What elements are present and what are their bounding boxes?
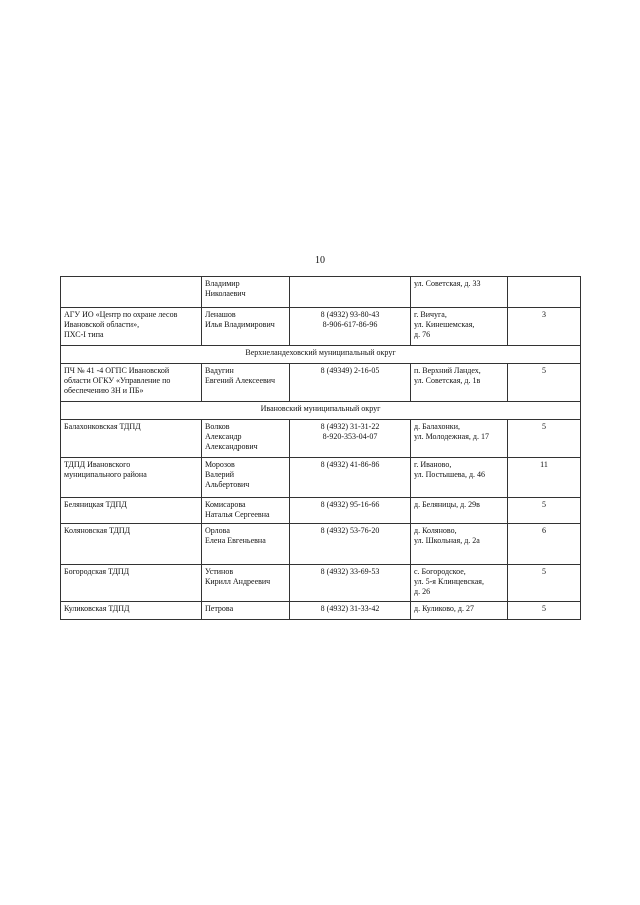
count-cell: 6 [508, 524, 581, 565]
count-cell: 11 [508, 458, 581, 498]
phone-cell [290, 420, 411, 458]
org-cell [61, 524, 202, 565]
address-cell [411, 602, 508, 620]
cell-line: ул. Школьная, д. 2а [414, 536, 480, 545]
count-cell [508, 277, 581, 308]
cell-line: Куликовская ТДПД [64, 604, 130, 613]
cell-line: области ОГКУ «Управление по [64, 376, 171, 385]
cell-line: п. Верхний Ландех, [414, 366, 481, 375]
org-cell [61, 602, 202, 620]
cell-line: Вадугин [205, 366, 234, 375]
cell-line: Петрова [205, 604, 234, 613]
person-cell [202, 458, 290, 498]
cell-line: Ивановской области», [64, 320, 140, 329]
person-cell [202, 277, 290, 308]
person-cell [202, 498, 290, 524]
cell-line: 8 (4932) 31-33-42 [320, 604, 380, 613]
cell-line: Комисарова [205, 500, 246, 509]
org-cell [61, 364, 202, 402]
cell-line: 8-906-617-86-96 [322, 320, 378, 329]
page-number: 10 [315, 255, 325, 266]
contacts-table [60, 276, 581, 620]
org-cell [61, 420, 202, 458]
cell-line: Беляницкая ТДПД [64, 500, 127, 509]
phone-cell [290, 524, 411, 565]
table-row [61, 364, 581, 402]
cell-line: ПЧ № 41 -4 ОГПС Ивановской [64, 366, 170, 375]
cell-line: ТДПД Ивановского [64, 460, 131, 469]
section-title: Ивановский муниципальный округ [61, 402, 581, 420]
count-cell: 5 [508, 364, 581, 402]
person-cell [202, 565, 290, 602]
cell-line: 8 (4932) 95-16-66 [320, 500, 380, 509]
person-cell [202, 308, 290, 346]
address-cell [411, 498, 508, 524]
cell-line: Кирилл Андреевич [205, 577, 271, 586]
section-row [61, 402, 581, 420]
table-body [61, 277, 581, 620]
table-row [61, 565, 581, 602]
count-cell: 5 [508, 602, 581, 620]
cell-line: 8 (4932) 93-80-43 [320, 310, 380, 319]
cell-line: Альбертович [205, 480, 250, 489]
address-cell [411, 277, 508, 308]
cell-line: 8 (49349) 2-16-05 [320, 366, 380, 375]
address-cell [411, 565, 508, 602]
cell-line: Евгений Алексеевич [205, 376, 276, 385]
cell-line: д. 76 [414, 330, 431, 339]
cell-line: 8 (4932) 53-76-20 [320, 526, 380, 535]
phone-cell [290, 458, 411, 498]
cell-line: Владимир [205, 279, 240, 288]
cell-line: Александрович [205, 442, 258, 451]
table-row [61, 524, 581, 565]
cell-line: д. Коляново, [414, 526, 457, 535]
cell-line: г. Иваново, [414, 460, 452, 469]
section-row [61, 346, 581, 364]
cell-line: 8 (4932) 41-86-86 [320, 460, 380, 469]
cell-line: г. Вичуга, [414, 310, 447, 319]
cell-line: д. Беляницы, д. 29в [414, 500, 480, 509]
cell-line: с. Богородское, [414, 567, 466, 576]
cell-line: ул. Советская, д. 33 [414, 279, 481, 288]
cell-line: Илья Владимирович [205, 320, 275, 329]
table-row [61, 308, 581, 346]
count-cell: 5 [508, 498, 581, 524]
table-row [61, 602, 581, 620]
cell-line: Елена Евгеньевна [205, 536, 266, 545]
cell-line: Богородская ТДПД [64, 567, 130, 576]
person-cell [202, 364, 290, 402]
person-cell [202, 524, 290, 565]
person-cell [202, 602, 290, 620]
cell-line: Ленашов [205, 310, 236, 319]
address-cell [411, 420, 508, 458]
count-cell: 3 [508, 308, 581, 346]
table-row [61, 277, 581, 308]
cell-line: Морозов [205, 460, 235, 469]
cell-line: ПХС-I типа [64, 330, 104, 339]
cell-line: Валерий [205, 470, 235, 479]
cell-line: Коляновская ТДПД [64, 526, 131, 535]
address-cell [411, 308, 508, 346]
address-cell [411, 524, 508, 565]
phone-cell [290, 565, 411, 602]
cell-line: Балахонковская ТДПД [64, 422, 141, 431]
cell-line: Орлова [205, 526, 230, 535]
phone-cell [290, 602, 411, 620]
cell-line: 8-920-353-04-07 [322, 432, 378, 441]
table-row [61, 458, 581, 498]
phone-cell [290, 308, 411, 346]
cell-line: Александр [205, 432, 242, 441]
count-cell: 5 [508, 565, 581, 602]
phone-cell [290, 277, 411, 308]
section-title: Верхнеландеховский муниципальный округ [61, 346, 581, 364]
cell-line: ул. Молодежная, д. 17 [414, 432, 489, 441]
org-cell [61, 565, 202, 602]
address-cell [411, 458, 508, 498]
org-cell [61, 458, 202, 498]
cell-line: 8 (4932) 33-69-53 [320, 567, 380, 576]
cell-line: д. Куликово, д. 27 [414, 604, 474, 613]
address-cell [411, 364, 508, 402]
cell-line: Наталья Сергеевна [205, 510, 270, 519]
cell-line: 8 (4932) 31-31-22 [320, 422, 380, 431]
org-cell [61, 277, 202, 308]
phone-cell [290, 364, 411, 402]
org-cell [61, 308, 202, 346]
org-cell [61, 498, 202, 524]
cell-line: обеспечению ЗН и ПБ» [64, 386, 144, 395]
cell-line: Устинов [205, 567, 234, 576]
cell-line: ул. Кинешемская, [414, 320, 475, 329]
table-row [61, 420, 581, 458]
cell-line: ул. Постышева, д. 46 [414, 470, 486, 479]
table-row [61, 498, 581, 524]
phone-cell [290, 498, 411, 524]
count-cell: 5 [508, 420, 581, 458]
cell-line: Николаевич [205, 289, 246, 298]
cell-line: д. Балахонки, [414, 422, 460, 431]
cell-line: д. 26 [414, 587, 431, 596]
cell-line: ул. Советская, д. 1в [414, 376, 481, 385]
cell-line: ул. 5-я Клинцевская, [414, 577, 484, 586]
cell-line: Волков [205, 422, 230, 431]
cell-line: муниципального района [64, 470, 147, 479]
cell-line: АГУ ИО «Центр по охране лесов [64, 310, 178, 319]
person-cell [202, 420, 290, 458]
